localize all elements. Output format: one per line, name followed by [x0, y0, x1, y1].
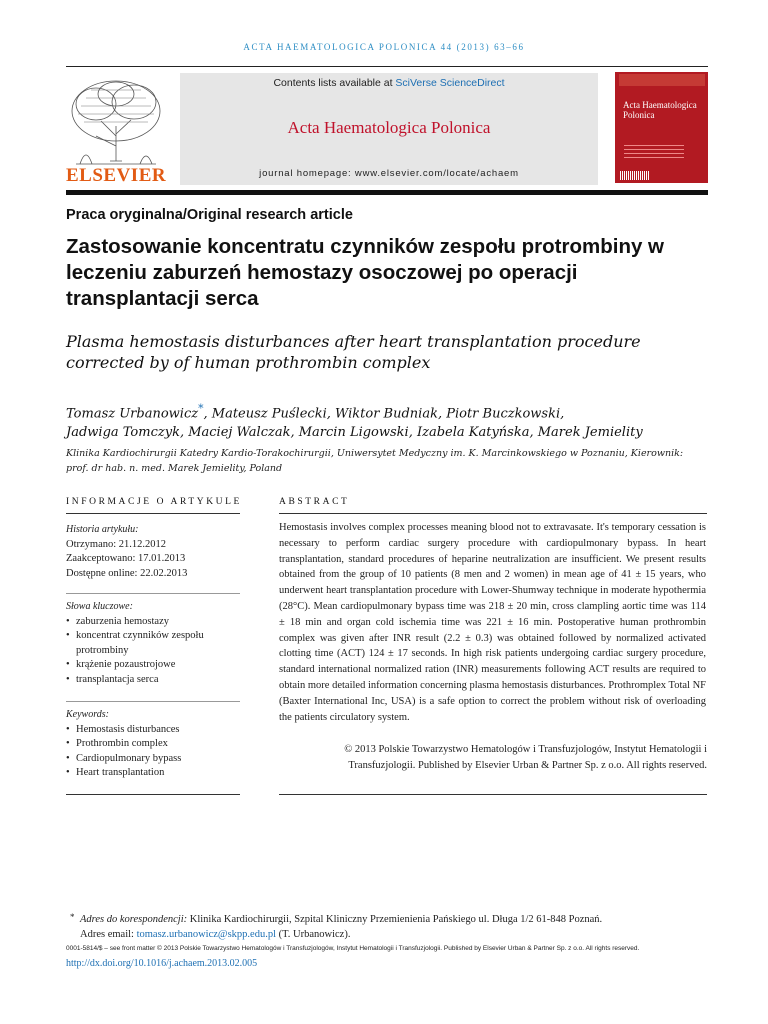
keyword-pl: • transplantacja serca	[66, 673, 240, 688]
journal-cover-image	[615, 72, 708, 183]
abstract-text: Hemostasis involves complex processes meaning blood not to extravasate. It's temporary cessation is necessary to perform cardiac surgery procedure with cardiopulmonary bypass. In heart transplantation, standard procedures of heparine neutralization are insufficient. We present results obtained from the group of 10 patients (8 men and 2 women) in mean age of 41 ± 15 years, who underwent heart transplantation procedure with Lower-Shumway technique in moderate hypothermia (28°C). Mean cardiopulmonary bypass time was 218 ± 20 min, cross clampling aortic time was 114 ± 18 min and organ cold ischemia time was 221 ± 16 min. Postoperative human prothrombin complex was given after INR result (2.2 ± 0.3) was obtained followed by normalized activated clotting time (ACT) 124 ± 17 seconds. In high risk patients undergoing cardiac surgery procedure, standard international normalized ration (INR) measurements following ACT results are required to obtain more detailed information concerning plasma hemostasis disturbances. Prothromplex Total NF (Baxter International Inc, USA) is a safe option to correct the problem without risk of overloading the patients circulatory system.	[279, 522, 706, 723]
cover-header-strip	[619, 74, 705, 86]
article-info-heading: INFORMACJE O ARTYKULE	[66, 497, 242, 507]
keywords-en-label: Keywords:	[66, 709, 109, 720]
email-label: Adres email:	[80, 929, 137, 940]
masthead-rule	[66, 190, 708, 195]
correspondence-label: Adres do korespondencji:	[80, 914, 188, 925]
issn-line: 0001-5814/$ – see front matter © 2013 Polskie Towarzystwo Hematologów i Transfuzjologów, Instytut Hematologii i Transfuzjologii. Published by Elsevier Urban & Partner Sp. z o.o. All rights reserved.	[66, 945, 640, 952]
article-history	[66, 523, 240, 581]
keyword-pl: • koncentrat czynników zespołu protrombiny	[66, 629, 240, 658]
keyword-en: • Heart transplantation	[66, 766, 240, 781]
keyword-en: • Prothrombin complex	[66, 737, 240, 752]
correspondence-address: Klinika Kardiochirurgii, Szpital Kliniczny Przemienienia Pańskiego ul. Długa 1/2 61-848 Poznań.	[187, 914, 603, 925]
article-info-bottom-rule	[66, 794, 240, 795]
journal-homepage[interactable]: journal homepage: www.elsevier.com/locate/achaem	[259, 168, 519, 179]
correspondence-footnote	[66, 912, 706, 942]
keyword-en: • Cardiopulmonary bypass	[66, 752, 240, 767]
author-first: Tomasz Urbanowicz	[66, 406, 199, 422]
keyword-en: • Hemostasis disturbances	[66, 723, 240, 738]
affiliation: Klinika Kardiochirurgii Katedry Kardio-Torakochirurgii, Uniwersytet Medyczny im. K. Marcinkowskiego w Poznaniu, Kierownik: prof. dr hab. n. med. Marek Jemielity, Poland	[66, 448, 684, 474]
journal-title: Acta Haematologica Polonica	[287, 118, 491, 137]
cover-text-lines	[624, 145, 684, 159]
accepted-date: Zaakceptowano: 17.01.2013	[66, 553, 186, 564]
keywords-english	[66, 708, 240, 781]
sciencedirect-link[interactable]: SciVerse ScienceDirect	[395, 77, 505, 89]
running-header: ACTA HAEMATOLOGICA POLONICA 44 (2013) 63–66	[243, 42, 525, 52]
article-info-rule	[66, 513, 240, 514]
header-rule	[66, 66, 708, 67]
authors	[66, 399, 706, 442]
history-label: Historia artykułu:	[66, 524, 139, 535]
keyword-pl: • krążenie pozaustrojowe	[66, 658, 240, 673]
keyword-pl: • zaburzenia hemostazy	[66, 615, 240, 630]
contents-prefix: Contents lists available at	[273, 77, 396, 89]
keywords-polish	[66, 600, 240, 687]
received-date: Otrzymano: 21.12.2012	[66, 538, 167, 550]
history-divider	[66, 593, 240, 594]
keywords-pl-label: Słowa kluczowe:	[66, 601, 133, 612]
corresponding-marker[interactable]: *	[198, 402, 204, 415]
authors-line1: , Mateusz Puślecki, Wiktor Budniak, Piotr Buczkowski,	[203, 406, 565, 422]
abstract-heading: ABSTRACT	[279, 497, 350, 507]
email-link[interactable]: tomasz.urbanowicz@skpp.edu.pl	[136, 929, 277, 940]
footnote-star: *	[70, 912, 75, 922]
contents-line	[180, 77, 598, 89]
cover-barcode	[620, 171, 650, 180]
copyright: © 2013 Polskie Towarzystwo Hematologów i Transfuzjologów, Instytut Hematologii i Transfuzjologii. Published by Elsevier Urban & Partner Sp. z o.o. All rights reserved.	[344, 744, 707, 771]
elsevier-wordmark: ELSEVIER	[66, 165, 167, 186]
abstract-bottom-rule	[279, 794, 707, 795]
article-type: Praca oryginalna/Original research article	[66, 207, 353, 223]
title-polish: Zastosowanie koncentratu czynników zespołu protrombiny w leczeniu zaburzeń hemostazy osoczowej po operacji transplantacji serca	[66, 235, 665, 310]
doi-link[interactable]: http://dx.doi.org/10.1016/j.achaem.2013.02.005	[66, 958, 258, 969]
title-english: Plasma hemostasis disturbances after heart transplantation procedure corrected by of human prothrombin complex	[66, 332, 641, 372]
email-suffix: (T. Urbanowicz).	[276, 929, 351, 940]
authors-line2: Jadwiga Tomczyk, Maciej Walczak, Marcin Ligowski, Izabela Katyńska, Marek Jemielity	[66, 425, 643, 441]
keywords-divider	[66, 701, 240, 702]
online-date: Dostępne online: 22.02.2013	[66, 567, 188, 579]
abstract-rule	[279, 513, 707, 514]
cover-title: Acta Haematologica Polonica	[623, 100, 697, 120]
